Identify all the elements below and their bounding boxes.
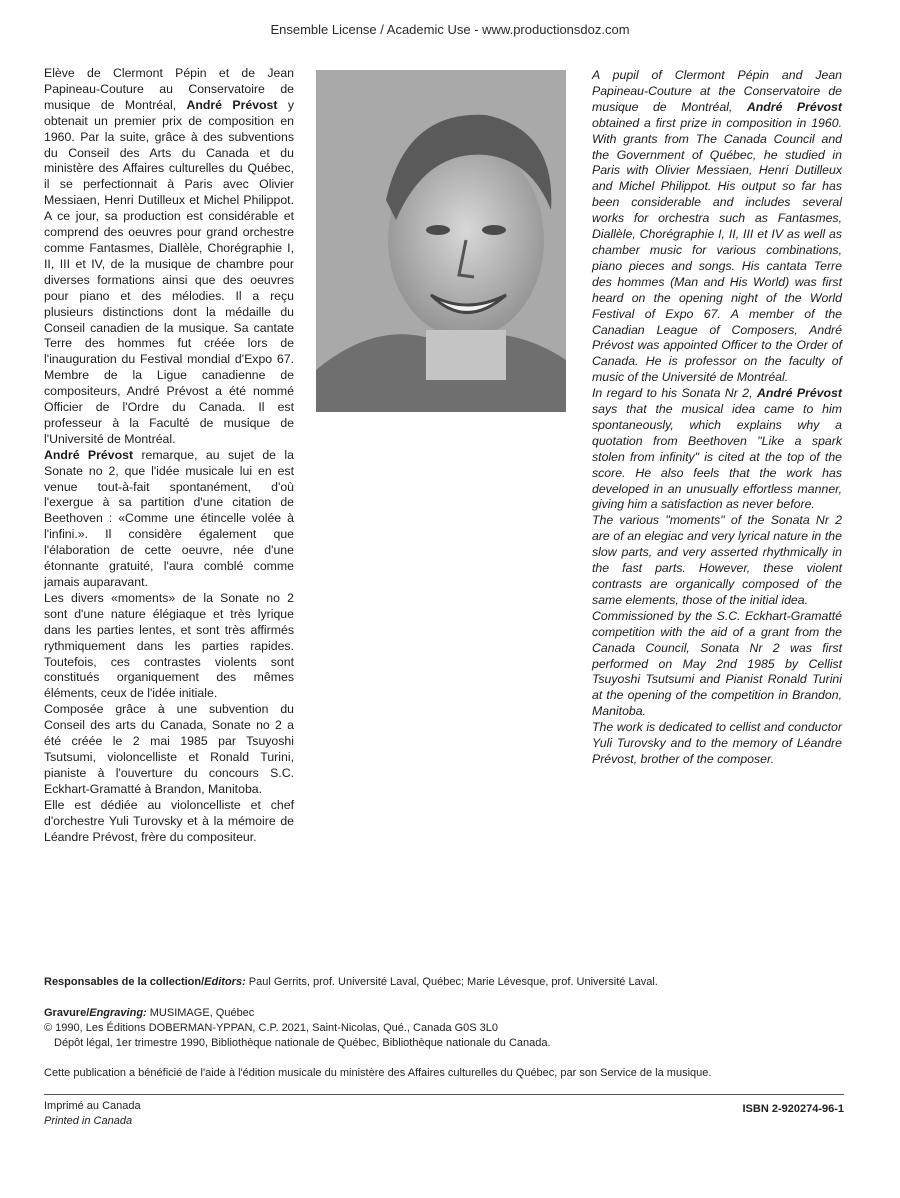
biography-english [592, 68, 842, 768]
bio-fr-paragraph-4: Composée grâce à une subvention du Conseil des arts du Canada, Sonate no 2 a été créée le 2 mai 1985 par Tsuyoshi Tsutsumi, violoncelliste et Ronald Turini, pianiste à l'ouverture du concours S.C. Eckhart-Gramatté à Brandon, Manitoba. [44, 702, 294, 796]
license-header: Ensemble License / Academic Use - www.productionsdoz.com [270, 22, 630, 37]
legal-deposit-line: Dépôt légal, 1er trimestre 1990, Bibliothèque nationale de Québec, Bibliothèque nationale du Canada. [54, 1037, 551, 1049]
bio-fr-paragraph-2: André Prévost remarque, au sujet de la Sonate no 2, que l'idée musicale lui en est venue tout-à-fait spontanément, d'où l'exergue à sa partition d'une citation de Beethoven : «Comme une étincelle volée à l'infini.». Il considère également que l'élaboration de cette oeuvre, née d'une étonnante gratuité, l'aura comblé comme jamais auparavant. [44, 447, 294, 589]
bio-en-paragraph-4: Commissioned by the S.C. Eckhart-Gramatté competition with the aid of a grant from the Canada Council, Sonata Nr 2 was first performed on May 2nd 1985 by Cellist Tsuyoshi Tsutsumi and Pianist Ronald Turini at the opening of the competition in Brandon, Manitoba. [592, 608, 842, 719]
engraving-credit: Gravure/Engraving: MUSIMAGE, Québec [44, 1007, 255, 1019]
bio-en-paragraph-5: The work is dedicated to cellist and conductor Yuli Turovsky and to the memory of Léandre Prévost, brother of the composer. [592, 720, 842, 766]
editors-credit: Responsables de la collection/Editors: Paul Gerrits, prof. Université Laval, Québec; Marie Lévesque, prof. Université Laval. [44, 976, 658, 988]
bio-en-paragraph-1: A pupil of Clermont Pépin and Jean Papineau-Couture at the Conservatoire de musique de Montréal, André Prévost obtained a first prize in composition in 1960. With grants from The Canada Council and the Government of Québec, he studied in Paris with Olivier Messiaen, Henri Dutilleux and Michel Philippot. His output so far has been considerable and includes several works for orchestra such as Fantasmes, Diallèle, Chorégraphie I, II, III et IV as well as chamber music for various combinations, piano pieces and songs. His cantata Terre des hommes (Man and His World) was first heard on the opening night of the World Festival of Expo 67. A member of the Canadian League of Composers, André Prévost was appointed Officer to the Order of Canada. He is professor on the faculty of music of the Université de Montréal. [592, 68, 842, 385]
composer-name: André Prévost [186, 97, 278, 112]
portrait-illustration [316, 70, 566, 412]
bio-en-paragraph-3: The various "moments" of the Sonata Nr 2 are of an elegiac and very lyrical nature in the slow parts, and very asserted rhythmically in the fast parts. However, these violent contrasts are organically composed of the same elements, those of the initial idea. [592, 513, 842, 607]
biography-french [44, 66, 294, 845]
printed-en: Printed in Canada [44, 1115, 133, 1127]
bio-fr-paragraph-1: Elève de Clermont Pépin et de Jean Papineau-Couture au Conservatoire de musique de Montréal, André Prévost y obtenait un premier prix de composition en 1960. Par la suite, grâce à des subventions du Conseil des Arts du Canada et du ministère des Affaires culturelles du Québec, il se perfectionnait à Paris avec Olivier Messiaen, Henri Dutilleux et Michel Philippot. A ce jour, sa production est considérable et comprend des oeuvres pour grand orchestre comme Fantasmes, Diallèle, Chorégraphie I, II, III et IV, de la musique de chambre pour diverses formations ainsi que des oeuvres pour piano et des mélodies. Il a reçu plusieurs distinctions dont la médaille du Conseil canadien de la musique. Sa cantate Terre des hommes fut créée lors de l'inauguration du Festival mondial d'Expo 67. Membre de la Ligue canadienne de compositeurs, André Prévost a été nommé Officier de l'Ordre du Canada. Il est professeur à la Faculté de musique de l'Université de Montréal. [44, 66, 294, 446]
engraving-copyright-block [44, 1006, 844, 1051]
bio-fr-paragraph-5: Elle est dédiée au violoncelliste et chef d'orchestre Yuli Turovsky et à la mémoire de Léandre Prévost, frère du compositeur. [44, 797, 294, 844]
bio-en-paragraph-2: In regard to his Sonata Nr 2, André Prévost says that the musical idea came to him spontaneously, which explains why a quotation from Beethoven "Like a spark stolen from infinity" is cited at the top of the score. He also feels that the work has developed in an unusually effortless manner, giving him a satisfaction as never before. [592, 386, 842, 512]
printed-fr: Imprimé au Canada [44, 1100, 141, 1112]
composer-name: André Prévost [44, 447, 134, 462]
printed-in [44, 1099, 141, 1129]
composer-portrait-photo [316, 70, 566, 412]
composer-name: André Prévost [756, 386, 842, 401]
copyright-line: © 1990, Les Éditions DOBERMAN-YPPAN, C.P. 2021, Saint-Nicolas, Qué., Canada G0S 3L0 [44, 1022, 499, 1034]
footer-divider [44, 1094, 844, 1095]
isbn-number: ISBN 2-920274-96-1 [742, 1103, 844, 1115]
bio-fr-paragraph-3: Les divers «moments» de la Sonate no 2 sont d'une nature élégiaque et très lyrique dans les parties lentes, et sont très affirmés rythmiquement dans les parties rapides. Toutefois, ces contrastes violents sont constitués organiquement des mêmes éléments, ceux de l'idée initiale. [44, 590, 294, 701]
composer-name: André Prévost [746, 99, 842, 114]
publication-support-note: Cette publication a bénéficié de l'aide à l'édition musicale du ministère des Affaires culturelles du Québec, par son Service de la musique. [44, 1067, 712, 1079]
